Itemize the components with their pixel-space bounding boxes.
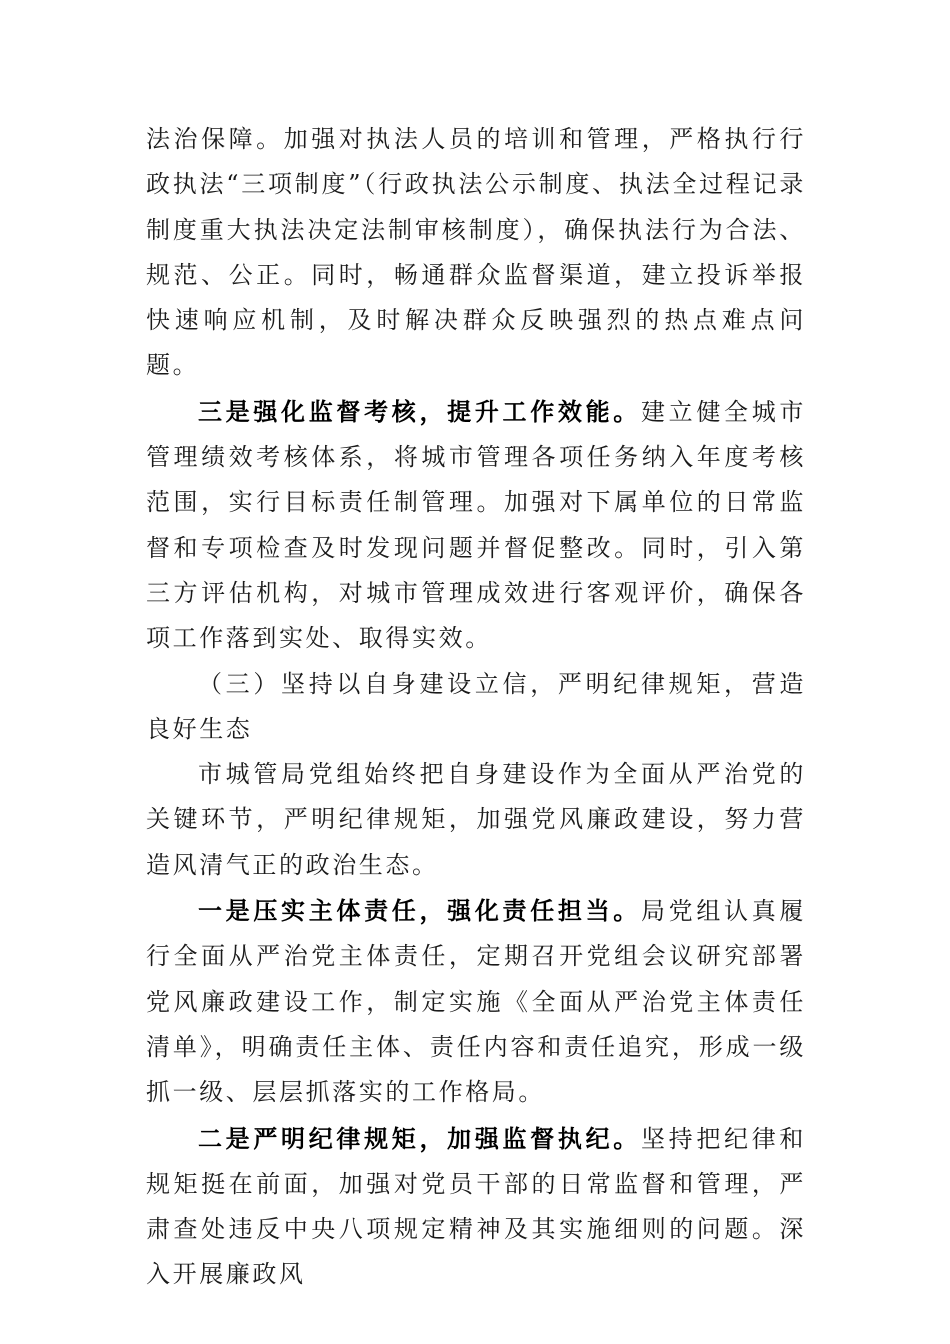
paragraph-4-text: 市城管局党组始终把自身建设作为全面从严治党的关键环节，严明纪律规矩，加强党风廉政建设，努力营造风清气正的政治生态。 [146,760,806,879]
paragraph-6-lead: 二是严明纪律规矩，加强监督执纪。 [198,1123,641,1153]
paragraph-5 [146,888,806,1115]
paragraph-1-text: 法治保障。加强对执法人员的培训和管理，严格执行行政执法“三项制度”（行政执法公示制度、执法全过程记录制度重大执法决定法制审核制度），确保执法行为合法、规范、公正。同时，畅通群众监督渠道，建立投诉举报快速响应机制，及时解决群众反映强烈的热点难点问题。 [146,125,806,380]
paragraph-5-text: 局党组认真履行全面从严治党主体责任，定期召开党组会议研究部署党风廉政建设工作，制定实施《全面从严治党主体责任清单》，明确责任主体、责任内容和责任追究，形成一级抓一级、层层抓落实的工作格局。 [146,897,806,1107]
section-heading-3 [146,662,806,753]
paragraph-6-text: 坚持把纪律和规矩挺在前面，加强对党员干部的日常监督和管理，严肃查处违反中央八项规定精神及其实施细则的问题。深入开展廉政风 [146,1124,806,1289]
paragraph-2 [146,389,806,662]
section-heading-3-text: （三）坚持以自身建设立信，严明纪律规矩，营造良好生态 [146,669,806,743]
paragraph-4 [146,752,806,888]
paragraph-5-lead: 一是压实主体责任，强化责任担当。 [198,896,641,926]
paragraph-2-lead: 三是强化监督考核，提升工作效能。 [198,396,641,426]
paragraph-1 [146,117,806,389]
document-body [146,117,806,1298]
paragraph-6 [146,1116,806,1298]
paragraph-2-text: 建立健全城市管理绩效考核体系，将城市管理各项任务纳入年度考核范围，实行目标责任制管理。加强对下属单位的日常监督和专项检查及时发现问题并督促整改。同时，引入第三方评估机构，对城市管理成效进行客观评价，确保各项工作落到实处、取得实效。 [146,397,806,653]
